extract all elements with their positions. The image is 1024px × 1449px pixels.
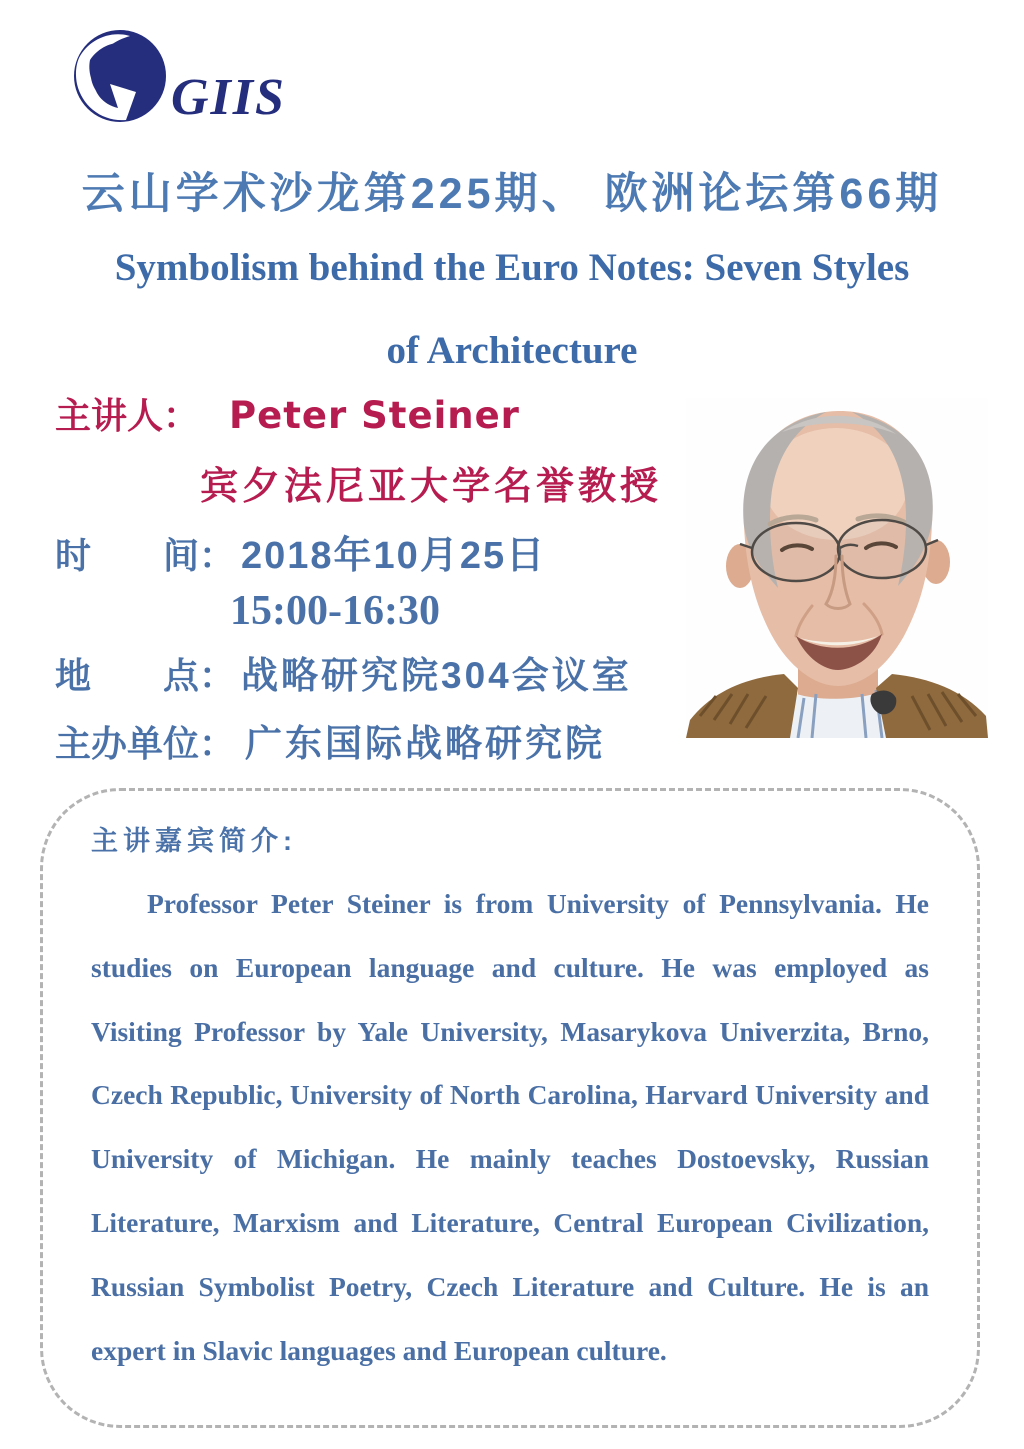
bio-box [40, 788, 980, 1428]
speaker-label: 主讲人： [55, 395, 200, 436]
bio-paragraph: Professor Peter Steiner is from University of Pennsylvania. He studies on European language and culture. He was employed as Visiting Professor by Yale University, Masarykova Univerzita, Brno, Czech Republic, University of North Carolina, Harvard University and University of Michigan. He mainly teaches Dostoevsky, Russian Literature, Marxism and Literature, Central European Civilization, Russian Symbolist Poetry, Czech Literature and Culture. He is an expert in Slavic languages and European culture. [91, 888, 929, 1366]
time-date: 2018年10月25日 [241, 535, 547, 577]
main-title-line1: Symbolism behind the Euro Notes: Seven Styles [114, 246, 910, 289]
organizer-value: 广东国际战略研究院 [245, 723, 606, 764]
speaker-portrait-illustration [686, 398, 988, 738]
location-row [55, 645, 695, 699]
series-title: 云山学术沙龙第225期、 欧洲论坛第66期 [81, 170, 943, 218]
organizer-row [55, 713, 695, 767]
main-title-line2: of Architecture [386, 328, 638, 372]
giis-logo [60, 28, 286, 128]
event-info [55, 388, 695, 767]
time-row [55, 524, 695, 579]
speaker-name: Peter Steiner [229, 394, 520, 437]
speaker-affiliation: 宾夕法尼亚大学名誉教授 [200, 466, 663, 508]
speaker-photo [686, 398, 988, 738]
time-label: 时 间： [55, 535, 236, 576]
bio-heading: 主讲嘉宾简介: [91, 826, 297, 856]
organizer-label: 主办单位： [55, 723, 236, 764]
location-value: 战略研究院304会议室 [241, 655, 632, 696]
speaker-row [55, 388, 695, 439]
main-title [0, 246, 1024, 374]
location-label: 地 点： [55, 655, 236, 696]
giis-globe-swoosh-icon [60, 28, 185, 128]
time-range: 15:00-16:30 [230, 588, 440, 634]
giis-logo-text: GIIS [171, 69, 286, 126]
